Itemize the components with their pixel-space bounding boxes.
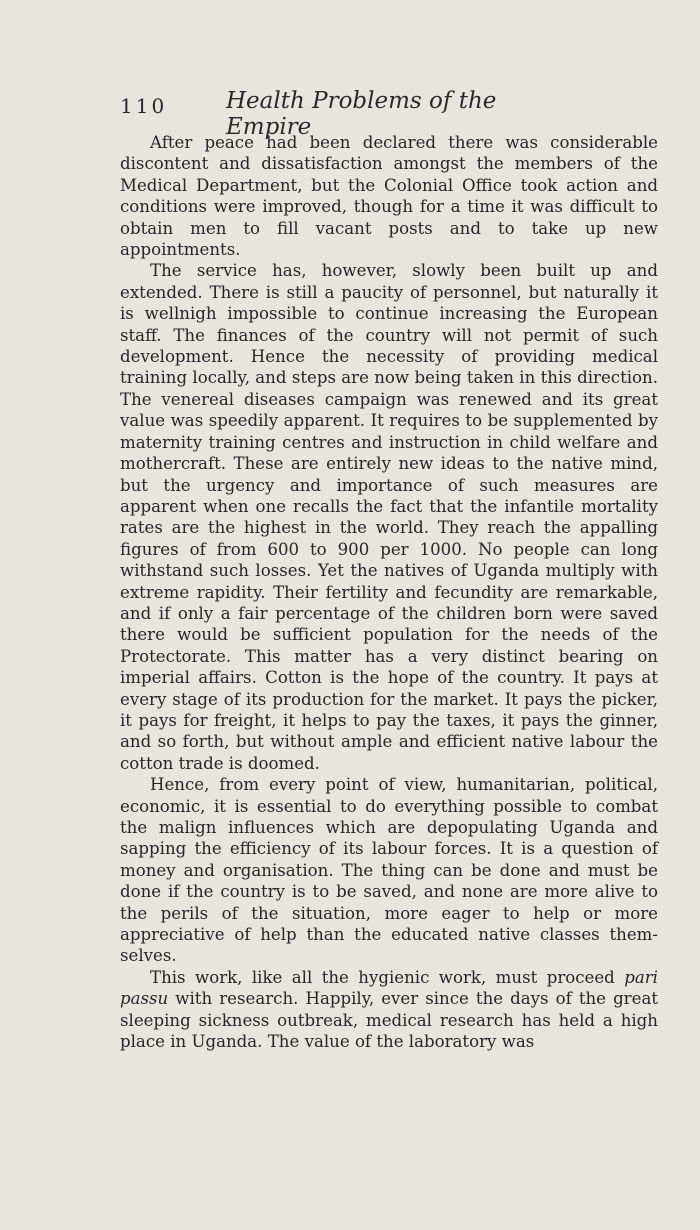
paragraph-4-end: with research. Happily, ever since the days of the great sleeping sickness outbreak, medical research has held a high place in Uganda. The value of the laboratory was: [120, 989, 658, 1052]
paragraph-1: After peace had been declared there was considerable discontent and dissatisfaction amongst the members of the Medical Department, but the Colonial Office took action and conditions were improved, though for a time it was difficult to obtain men to fill vacant posts and to take up new appointments.: [120, 133, 658, 260]
paragraph-3: Hence, from every point of view, humanitarian, political, economic, it is essential to do everything possible to combat the malign influences which are depopulating Uganda and sapping the efficiency of its labour forces. It is a question of money and organisation. The thing can be done and must be done if the country is to be saved, and none are more alive to the perils of the situation, more eager to help or more appreciative of help than the educated native classes themselves.: [120, 775, 658, 966]
paragraph-2: The service has, however, slowly been built up and extended. There is still a paucity of personnel, but naturally it is wellnigh impossible to continue increasing the European staff. The finances of the country will not permit of such development. Hence the necessity of providing medical training locally, and steps are now being taken in this direction. The venereal diseases campaign was renewed and its great value was speedily apparent. It requires to be supplemented by maternity training centres and instruction in child welfare and mothercraft. These are entirely new ideas to the native mind, but the urgency and importance of such measures are apparent when one recalls the fact that the infantile mortality rates are the highest in the world. They reach the appalling figures of from 600 to 900 per 1000. No people can long withstand such losses. Yet the natives of Uganda multiply with extreme rapidity. Their fertility and fecundity are remarkable, and if only a fair percentage of the children born were saved there would be sufficient population for the needs of the Protectorate. This matter has a very distinct bearing on imperial affairs. Cotton is the hope of the country. It pays at every stage of its production for the market. It pays the picker, it pays for freight, it helps to pay the taxes, it pays the ginner, and so forth, but without ample and efficient native labour the cotton trade is doomed.: [120, 261, 658, 773]
book-title: Health Problems of the Empire: [226, 88, 497, 140]
page-number: 110: [120, 94, 168, 118]
paragraph-4-italic: pari passu: [120, 967, 658, 1009]
paragraph-4: [120, 967, 658, 1053]
running-head: [120, 88, 560, 140]
paragraph-4-start: This work, like all the hygienic work, must proceed: [150, 967, 625, 987]
body-text: [120, 132, 658, 1052]
